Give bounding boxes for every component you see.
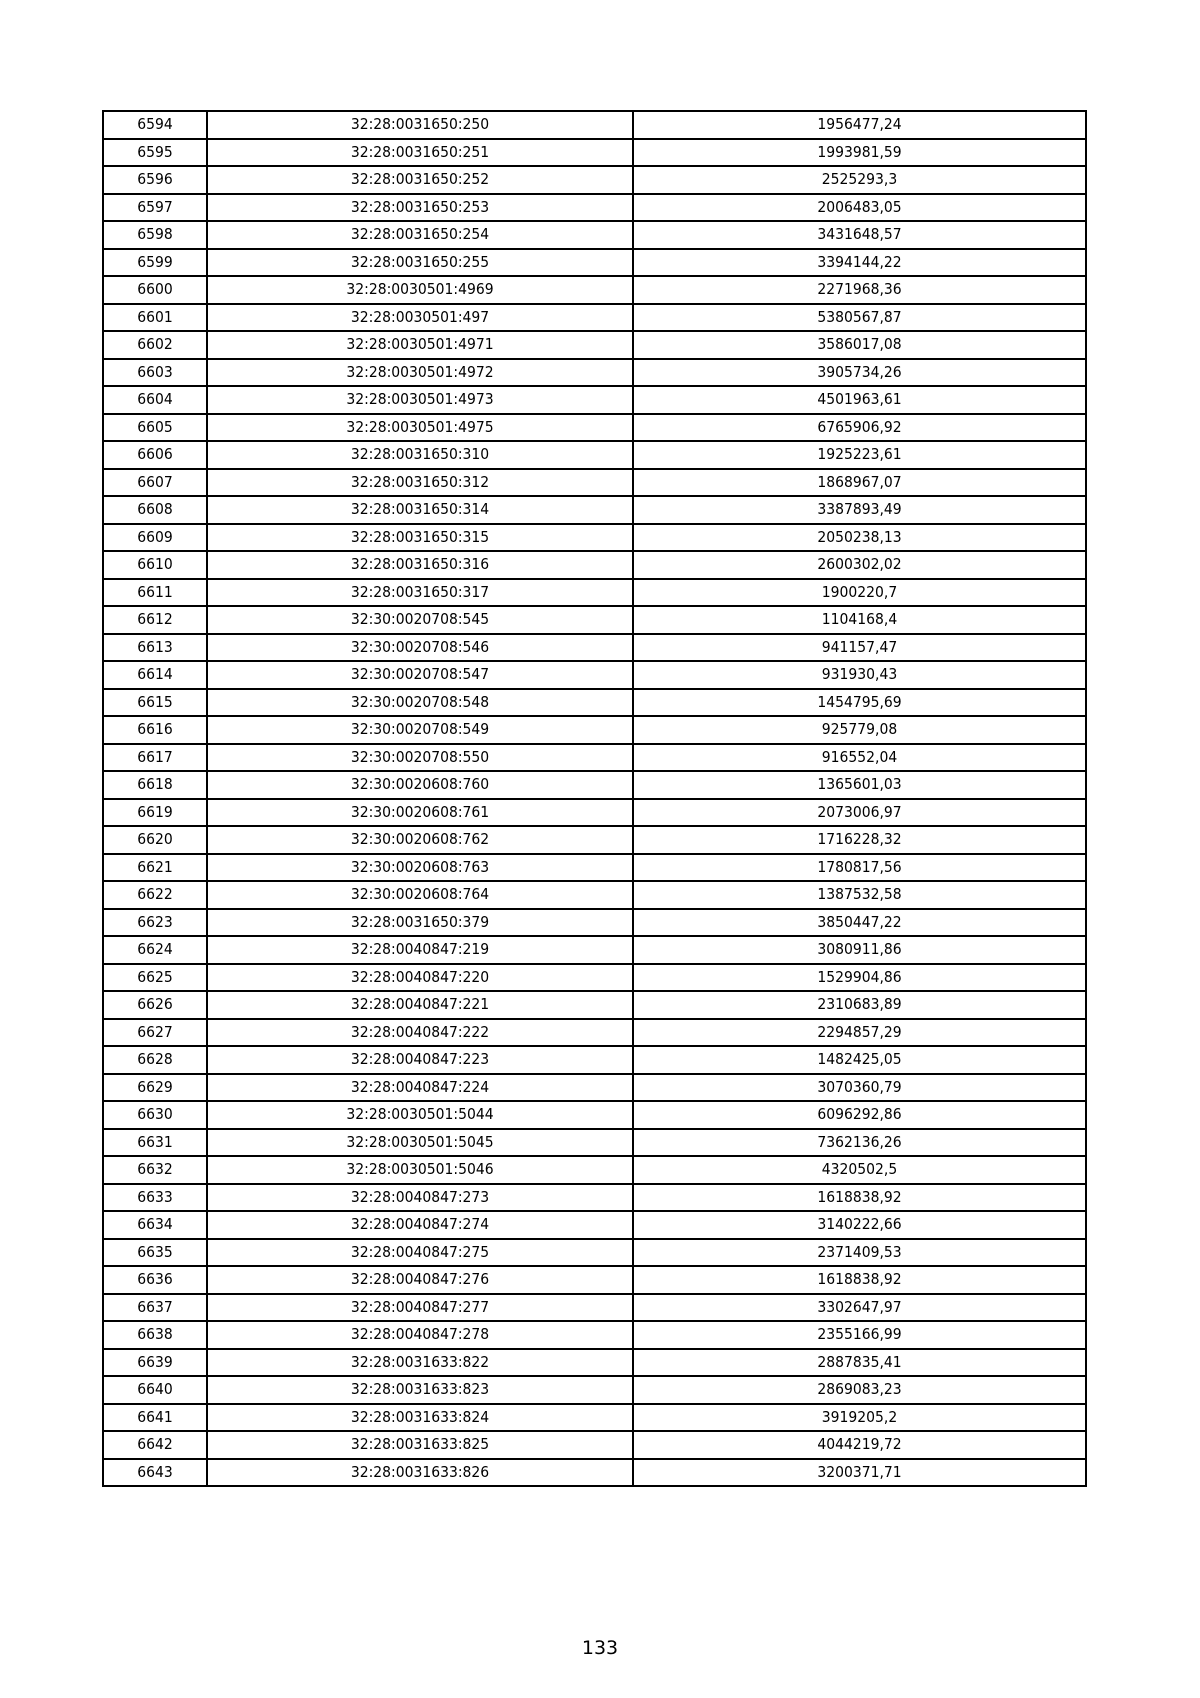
cadastral-value-cell: 3850447,22 [633, 909, 1086, 937]
cadastral-value-cell: 3905734,26 [633, 359, 1086, 387]
table-row [103, 1349, 1086, 1377]
cadastral-value-cell: 3431648,57 [633, 221, 1086, 249]
table-row [103, 249, 1086, 277]
row-number-cell: 6601 [103, 304, 207, 332]
cadastral-value-cell: 7362136,26 [633, 1129, 1086, 1157]
cadastral-value-cell: 3140222,66 [633, 1211, 1086, 1239]
row-number-cell: 6639 [103, 1349, 207, 1377]
cadastral-number-cell: 32:28:0030501:5044 [207, 1101, 633, 1129]
cadastral-number-cell: 32:28:0031650:251 [207, 139, 633, 167]
cadastral-value-cell: 5380567,87 [633, 304, 1086, 332]
cadastral-value-cell: 3387893,49 [633, 496, 1086, 524]
row-number-cell: 6594 [103, 111, 207, 139]
cadastral-value-cell: 2355166,99 [633, 1321, 1086, 1349]
table-row [103, 771, 1086, 799]
cadastral-value-cell: 1993981,59 [633, 139, 1086, 167]
cadastral-number-cell: 32:30:0020608:763 [207, 854, 633, 882]
table-row [103, 359, 1086, 387]
cadastral-value-cell: 2600302,02 [633, 551, 1086, 579]
table-row [103, 991, 1086, 1019]
cadastral-number-cell: 32:28:0030501:497 [207, 304, 633, 332]
table-row [103, 936, 1086, 964]
cadastral-value-cell: 3586017,08 [633, 331, 1086, 359]
row-number-cell: 6624 [103, 936, 207, 964]
table-row [103, 524, 1086, 552]
row-number-cell: 6602 [103, 331, 207, 359]
cadastral-number-cell: 32:30:0020608:760 [207, 771, 633, 799]
row-number-cell: 6605 [103, 414, 207, 442]
cadastral-value-cell: 2006483,05 [633, 194, 1086, 222]
cadastral-number-cell: 32:28:0031650:255 [207, 249, 633, 277]
table-row [103, 1101, 1086, 1129]
row-number-cell: 6643 [103, 1459, 207, 1487]
table-row [103, 331, 1086, 359]
table-row [103, 1129, 1086, 1157]
table-row [103, 964, 1086, 992]
cadastral-value-cell: 2371409,53 [633, 1239, 1086, 1267]
table-row [103, 551, 1086, 579]
cadastral-value-cell: 916552,04 [633, 744, 1086, 772]
table-row [103, 469, 1086, 497]
table-row [103, 441, 1086, 469]
cadastral-number-cell: 32:28:0030501:5045 [207, 1129, 633, 1157]
table-row [103, 1376, 1086, 1404]
cadastral-value-cell: 2887835,41 [633, 1349, 1086, 1377]
cadastral-value-cell: 1900220,7 [633, 579, 1086, 607]
table-row [103, 1211, 1086, 1239]
row-number-cell: 6640 [103, 1376, 207, 1404]
row-number-cell: 6631 [103, 1129, 207, 1157]
cadastral-number-cell: 32:28:0031650:250 [207, 111, 633, 139]
row-number-cell: 6621 [103, 854, 207, 882]
table-body [103, 111, 1086, 1486]
cadastral-value-cell: 1956477,24 [633, 111, 1086, 139]
table-row [103, 799, 1086, 827]
cadastral-number-cell: 32:28:0040847:278 [207, 1321, 633, 1349]
cadastral-value-cell: 1618838,92 [633, 1266, 1086, 1294]
row-number-cell: 6618 [103, 771, 207, 799]
cadastral-number-cell: 32:28:0031650:253 [207, 194, 633, 222]
table-row [103, 606, 1086, 634]
cadastral-number-cell: 32:28:0031650:317 [207, 579, 633, 607]
cadastral-value-table [102, 110, 1087, 1487]
cadastral-number-cell: 32:28:0031633:825 [207, 1431, 633, 1459]
table-row [103, 221, 1086, 249]
cadastral-number-cell: 32:28:0031650:379 [207, 909, 633, 937]
cadastral-number-cell: 32:30:0020608:762 [207, 826, 633, 854]
row-number-cell: 6636 [103, 1266, 207, 1294]
cadastral-value-cell: 1482425,05 [633, 1046, 1086, 1074]
cadastral-value-cell: 1780817,56 [633, 854, 1086, 882]
cadastral-value-cell: 1104168,4 [633, 606, 1086, 634]
row-number-cell: 6628 [103, 1046, 207, 1074]
cadastral-number-cell: 32:28:0030501:4969 [207, 276, 633, 304]
cadastral-number-cell: 32:28:0030501:5046 [207, 1156, 633, 1184]
cadastral-number-cell: 32:28:0031650:315 [207, 524, 633, 552]
row-number-cell: 6626 [103, 991, 207, 1019]
row-number-cell: 6612 [103, 606, 207, 634]
row-number-cell: 6623 [103, 909, 207, 937]
row-number-cell: 6630 [103, 1101, 207, 1129]
table-row [103, 304, 1086, 332]
table-row [103, 1266, 1086, 1294]
row-number-cell: 6600 [103, 276, 207, 304]
cadastral-number-cell: 32:30:0020708:549 [207, 716, 633, 744]
cadastral-value-cell: 1716228,32 [633, 826, 1086, 854]
table-row [103, 579, 1086, 607]
cadastral-value-cell: 3302647,97 [633, 1294, 1086, 1322]
cadastral-value-cell: 1925223,61 [633, 441, 1086, 469]
table-row [103, 854, 1086, 882]
table-row [103, 689, 1086, 717]
row-number-cell: 6597 [103, 194, 207, 222]
table-row [103, 716, 1086, 744]
row-number-cell: 6614 [103, 661, 207, 689]
table-row [103, 194, 1086, 222]
row-number-cell: 6622 [103, 881, 207, 909]
cadastral-value-cell: 4044219,72 [633, 1431, 1086, 1459]
cadastral-number-cell: 32:28:0031633:822 [207, 1349, 633, 1377]
table-row [103, 1046, 1086, 1074]
row-number-cell: 6632 [103, 1156, 207, 1184]
cadastral-value-cell: 1868967,07 [633, 469, 1086, 497]
cadastral-number-cell: 32:28:0040847:220 [207, 964, 633, 992]
cadastral-number-cell: 32:28:0040847:223 [207, 1046, 633, 1074]
row-number-cell: 6634 [103, 1211, 207, 1239]
cadastral-value-cell: 6765906,92 [633, 414, 1086, 442]
table-row [103, 166, 1086, 194]
row-number-cell: 6599 [103, 249, 207, 277]
row-number-cell: 6637 [103, 1294, 207, 1322]
row-number-cell: 6595 [103, 139, 207, 167]
table-row [103, 1404, 1086, 1432]
cadastral-value-cell: 2310683,89 [633, 991, 1086, 1019]
cadastral-number-cell: 32:28:0031650:314 [207, 496, 633, 524]
cadastral-value-cell: 1365601,03 [633, 771, 1086, 799]
row-number-cell: 6609 [103, 524, 207, 552]
row-number-cell: 6596 [103, 166, 207, 194]
row-number-cell: 6611 [103, 579, 207, 607]
row-number-cell: 6633 [103, 1184, 207, 1212]
cadastral-number-cell: 32:30:0020708:546 [207, 634, 633, 662]
cadastral-number-cell: 32:28:0031650:316 [207, 551, 633, 579]
row-number-cell: 6615 [103, 689, 207, 717]
row-number-cell: 6604 [103, 386, 207, 414]
cadastral-value-cell: 2525293,3 [633, 166, 1086, 194]
table-row [103, 414, 1086, 442]
row-number-cell: 6603 [103, 359, 207, 387]
cadastral-number-cell: 32:28:0030501:4973 [207, 386, 633, 414]
cadastral-value-cell: 1529904,86 [633, 964, 1086, 992]
table-row [103, 386, 1086, 414]
cadastral-number-cell: 32:28:0030501:4971 [207, 331, 633, 359]
table-row [103, 881, 1086, 909]
cadastral-number-cell: 32:28:0040847:221 [207, 991, 633, 1019]
table-row [103, 634, 1086, 662]
cadastral-value-cell: 3919205,2 [633, 1404, 1086, 1432]
cadastral-value-cell: 925779,08 [633, 716, 1086, 744]
cadastral-value-cell: 4320502,5 [633, 1156, 1086, 1184]
row-number-cell: 6642 [103, 1431, 207, 1459]
row-number-cell: 6641 [103, 1404, 207, 1432]
cadastral-value-cell: 4501963,61 [633, 386, 1086, 414]
row-number-cell: 6616 [103, 716, 207, 744]
row-number-cell: 6627 [103, 1019, 207, 1047]
cadastral-value-cell: 941157,47 [633, 634, 1086, 662]
row-number-cell: 6606 [103, 441, 207, 469]
cadastral-number-cell: 32:28:0040847:274 [207, 1211, 633, 1239]
table-row [103, 909, 1086, 937]
table-row [103, 1321, 1086, 1349]
row-number-cell: 6610 [103, 551, 207, 579]
cadastral-value-cell: 3080911,86 [633, 936, 1086, 964]
cadastral-value-cell: 2271968,36 [633, 276, 1086, 304]
cadastral-number-cell: 32:30:0020708:545 [207, 606, 633, 634]
cadastral-value-cell: 1454795,69 [633, 689, 1086, 717]
row-number-cell: 6635 [103, 1239, 207, 1267]
table-row [103, 1184, 1086, 1212]
cadastral-number-cell: 32:28:0040847:273 [207, 1184, 633, 1212]
row-number-cell: 6625 [103, 964, 207, 992]
cadastral-number-cell: 32:28:0031650:312 [207, 469, 633, 497]
cadastral-value-cell: 2869083,23 [633, 1376, 1086, 1404]
cadastral-number-cell: 32:28:0040847:219 [207, 936, 633, 964]
cadastral-number-cell: 32:30:0020608:761 [207, 799, 633, 827]
cadastral-number-cell: 32:28:0040847:276 [207, 1266, 633, 1294]
table-row [103, 1294, 1086, 1322]
table-row [103, 1459, 1086, 1487]
cadastral-value-cell: 3070360,79 [633, 1074, 1086, 1102]
cadastral-number-cell: 32:28:0031650:254 [207, 221, 633, 249]
cadastral-number-cell: 32:28:0030501:4975 [207, 414, 633, 442]
page-number: 133 [581, 1637, 619, 1659]
cadastral-number-cell: 32:28:0031633:823 [207, 1376, 633, 1404]
cadastral-value-cell: 2050238,13 [633, 524, 1086, 552]
table-row [103, 496, 1086, 524]
cadastral-number-cell: 32:30:0020708:550 [207, 744, 633, 772]
table-row [103, 1156, 1086, 1184]
cadastral-number-cell: 32:28:0040847:222 [207, 1019, 633, 1047]
cadastral-number-cell: 32:28:0031650:252 [207, 166, 633, 194]
table-row [103, 744, 1086, 772]
cadastral-value-cell: 3200371,71 [633, 1459, 1086, 1487]
cadastral-value-cell: 6096292,86 [633, 1101, 1086, 1129]
table-row [103, 826, 1086, 854]
row-number-cell: 6598 [103, 221, 207, 249]
row-number-cell: 6620 [103, 826, 207, 854]
table-row [103, 276, 1086, 304]
cadastral-number-cell: 32:28:0030501:4972 [207, 359, 633, 387]
cadastral-value-cell: 2073006,97 [633, 799, 1086, 827]
cadastral-number-cell: 32:28:0040847:275 [207, 1239, 633, 1267]
table-row [103, 111, 1086, 139]
row-number-cell: 6619 [103, 799, 207, 827]
cadastral-number-cell: 32:30:0020708:548 [207, 689, 633, 717]
cadastral-number-cell: 32:28:0031633:826 [207, 1459, 633, 1487]
cadastral-value-cell: 1387532,58 [633, 881, 1086, 909]
table-row [103, 1019, 1086, 1047]
row-number-cell: 6608 [103, 496, 207, 524]
row-number-cell: 6629 [103, 1074, 207, 1102]
cadastral-number-cell: 32:28:0040847:277 [207, 1294, 633, 1322]
row-number-cell: 6613 [103, 634, 207, 662]
cadastral-number-cell: 32:28:0031650:310 [207, 441, 633, 469]
row-number-cell: 6617 [103, 744, 207, 772]
table-row [103, 661, 1086, 689]
cadastral-value-cell: 3394144,22 [633, 249, 1086, 277]
row-number-cell: 6638 [103, 1321, 207, 1349]
table-row [103, 1431, 1086, 1459]
row-number-cell: 6607 [103, 469, 207, 497]
table-row [103, 1239, 1086, 1267]
cadastral-number-cell: 32:28:0040847:224 [207, 1074, 633, 1102]
cadastral-value-cell: 1618838,92 [633, 1184, 1086, 1212]
table-row [103, 1074, 1086, 1102]
table-row [103, 139, 1086, 167]
cadastral-value-cell: 931930,43 [633, 661, 1086, 689]
cadastral-number-cell: 32:30:0020708:547 [207, 661, 633, 689]
cadastral-value-cell: 2294857,29 [633, 1019, 1086, 1047]
cadastral-number-cell: 32:30:0020608:764 [207, 881, 633, 909]
cadastral-number-cell: 32:28:0031633:824 [207, 1404, 633, 1432]
